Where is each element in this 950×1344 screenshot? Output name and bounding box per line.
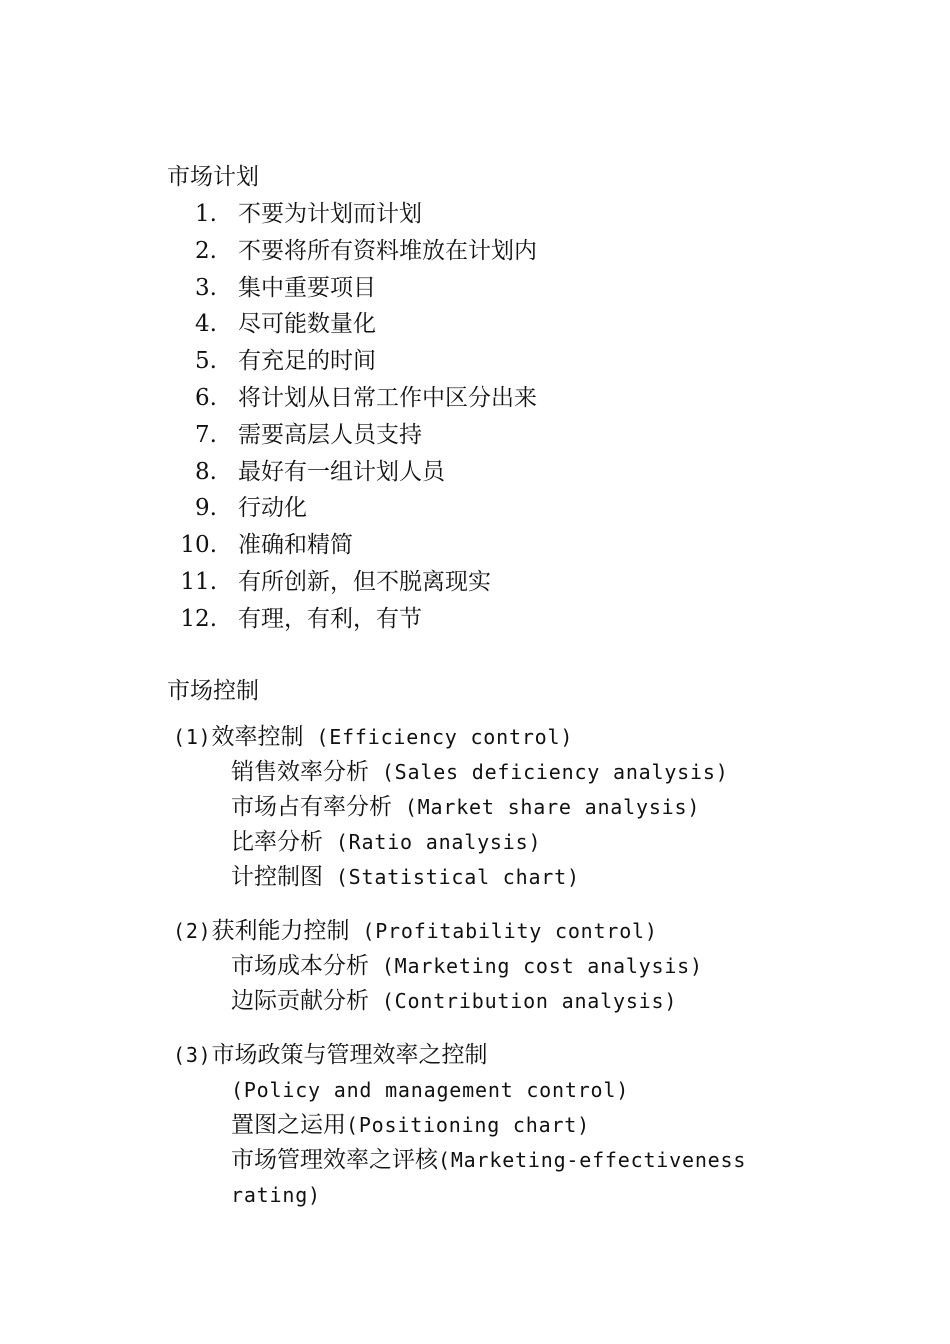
list-item [173,1144,746,1179]
list-item-number: 1. [195,201,217,227]
sub-item-en: (Policy and management control) [231,1078,630,1102]
sub-item-zh: 市场占有率分析 [231,794,392,820]
list-item-text: 准确和精简 [238,532,353,559]
sub-item-zh: 市场管理效率之评核 [231,1147,438,1173]
list-item-number: 6. [195,384,217,411]
section-sub-list [173,1074,746,1214]
list-item-number: 8. [195,458,217,485]
heading-market-control: 市场控制 [167,678,259,704]
list-item-number: 3. [195,274,217,301]
list-item [173,826,729,861]
list-item [173,1074,746,1109]
control-section-policy-management [173,1039,746,1214]
list-item [173,950,703,985]
sub-item-en: (Marketing cost analysis) [369,954,703,978]
list-item [173,791,729,826]
section-title [173,1039,746,1074]
list-item [173,861,729,896]
list-item-text: 尽可能数量化 [238,311,376,338]
list-item-number: 2. [195,237,217,264]
list-item-text: 不要为计划而计划 [238,201,422,227]
section-title [173,721,729,756]
heading-market-plan: 市场计划 [167,164,259,190]
list-item-text: 有理，有利，有节 [238,605,422,632]
sub-item-en: rating) [231,1183,321,1207]
sub-item-zh: 边际贡献分析 [231,988,369,1014]
list-item [173,1109,746,1144]
sub-item-en: (Sales deficiency analysis) [369,760,729,784]
sub-item-zh: 销售效率分析 [231,759,369,785]
section-title-zh: 市场政策与管理效率之控制 [211,1042,488,1068]
section-number: (2) [173,919,212,943]
sub-item-zh: 比率分析 [231,829,323,855]
control-section-profitability [173,915,703,1020]
list-item-text: 需要高层人员支持 [238,421,422,448]
list-item-text: 集中重要项目 [238,274,376,301]
list-item-text: 不要将所有资料堆放在计划内 [238,237,537,264]
list-item-number: 7. [195,421,217,448]
section-number: (1) [173,725,212,749]
list-item-number: 10. [180,532,217,559]
list-item-number: 11. [180,568,217,595]
list-item-text: 有所创新，但不脱离现实 [238,568,491,595]
list-item-number: 12. [180,605,217,632]
list-item-number: 9. [195,495,217,522]
list-item [173,756,729,791]
sub-item-en: (Market share analysis) [392,795,701,819]
list-item-text: 行动化 [238,495,307,522]
section-title [173,915,703,950]
section-sub-list [173,756,729,896]
list-item-text: 将计划从日常工作中区分出来 [238,384,537,411]
sub-item-zh: 计控制图 [231,864,323,890]
list-item [173,985,703,1020]
sub-item-en: (Contribution analysis) [369,989,678,1013]
sub-item-zh: 市场成本分析 [231,953,369,979]
sub-item-en: (Marketing-effectiveness [438,1148,747,1172]
section-sub-list [173,950,703,1020]
section-title-zh: 获利能力控制 [211,918,350,944]
list-item-text: 最好有一组计划人员 [238,458,445,485]
sub-item-en: (Ratio analysis) [323,830,542,854]
list-item-number: 5. [195,348,217,375]
sub-item-en: (Positioning chart) [346,1113,590,1137]
list-item-number: 4. [195,311,217,338]
section-title-zh: 效率控制 [211,724,304,750]
list-item [173,1179,746,1214]
list-item-text: 有充足的时间 [238,348,376,375]
sub-item-zh: 置图之运用 [231,1112,346,1138]
control-section-efficiency [173,721,729,896]
section-title-en: (Profitability control) [349,919,658,943]
section-number: (3) [173,1043,212,1067]
sub-item-en: (Statistical chart) [323,865,580,889]
section-title-en: (Efficiency control) [303,725,574,749]
